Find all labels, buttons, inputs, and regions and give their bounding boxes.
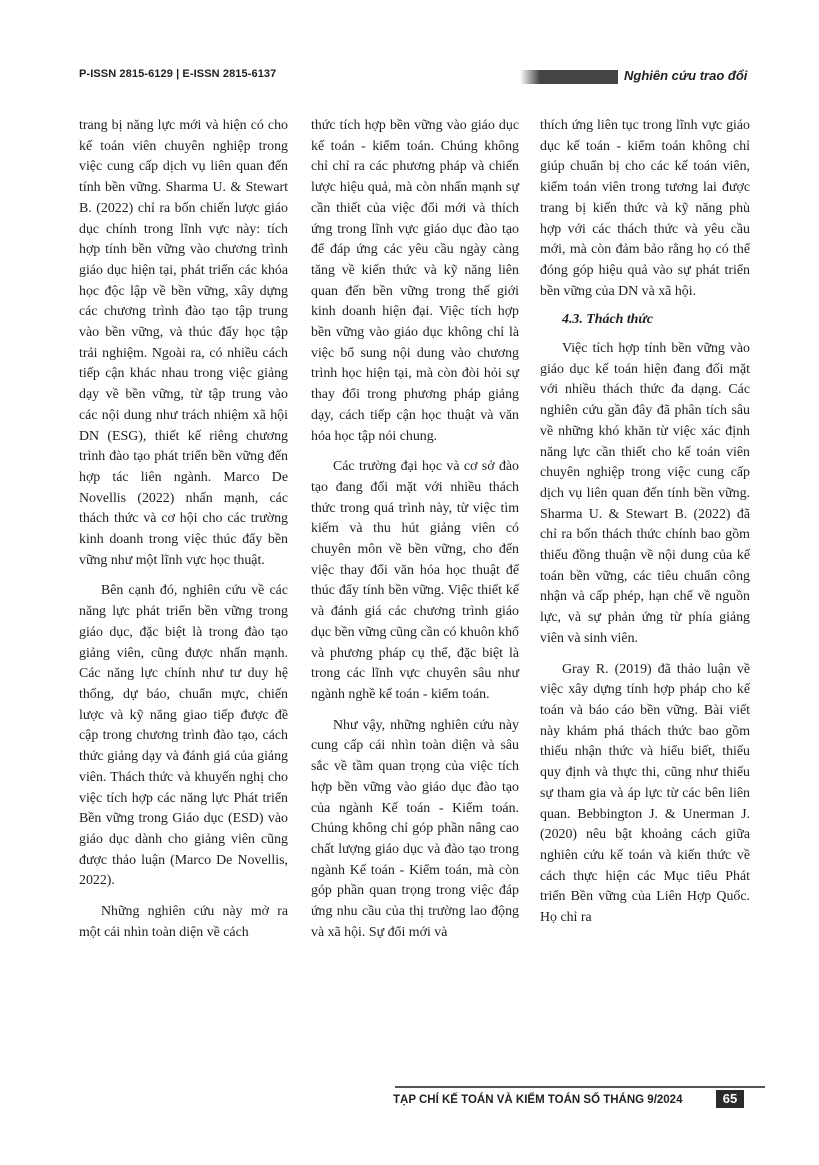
issn-label: P-ISSN 2815-6129 | E-ISSN 2815-6137 — [79, 68, 277, 80]
paragraph: thích ứng liên tục trong lĩnh vực giáo dục kế toán - kiểm toán không chỉ giúp chuẩn bị cho các kế toán viên, kiểm toán viên trong tương lai được trang bị kiến thức và kỹ năng phù hợp với các thách thức và yêu cầu mới, mà còn đảm bảo rằng họ có thể đóng góp hiệu quả vào sự phát triển bền vững của DN và xã hội. — [540, 118, 750, 299]
paragraph: Bên cạnh đó, nghiên cứu về các năng lực phát triển bền vững trong giáo dục, đặc biệt là trong đào tạo giảng viên, cũng được nhấn mạnh. Các năng lực chính như tư duy hệ thống, dự báo, chuẩn mực, chiến lược và kỹ năng giao tiếp được đề cập trong chương trình đào tạo, cách thức giảng dạy và đánh giá của giảng viên. Thách thức và khuyến nghị cho việc tích hợp các năng lực Phát triển Bền vững trong Giáo dục (ESD) vào giáo dục dành cho giảng viên cũng được thảo luận (Marco De Novellis, 2022). — [79, 583, 288, 889]
paragraph: Như vậy, những nghiên cứu này cung cấp cái nhìn toàn diện và sâu sắc về tầm quan trọng của việc tích hợp bền vững vào giáo dục đào tạo của ngành Kế toán - Kiểm toán. Chúng không chỉ góp phần nâng cao chất lượng giáo dục và đào tạo trong ngành Kế toán - Kiểm toán, mà còn góp phần quan trọng trong việc đáp ứng nhu cầu của thị trường lao động và xã hội. Sự đổi mới và — [311, 717, 519, 940]
column-2 — [311, 116, 519, 943]
header-bar — [540, 70, 618, 84]
column-3 — [540, 116, 750, 929]
footer-divider — [395, 1086, 765, 1088]
section-title: Nghiên cứu trao đổi — [624, 68, 748, 83]
paragraph: Các trường đại học và cơ sở đào tạo đang đối mặt với nhiều thách thức trong quá trình này, từ việc tìm kiếm và thu hút giảng viên có chuyên môn về bền vững, cho đến việc thay đổi văn hóa học thuật để thúc đẩy tính bền vững. Việc thiết kế và đánh giá các chương trình giáo dục bền vững cũng cần có khuôn khổ và phương pháp cụ thể, đặc biệt là trong các lĩnh vực chuyên sâu như ngành nghề kế toán - kiểm toán. — [311, 459, 519, 702]
section-heading: 4.3. Thách thức — [562, 312, 653, 328]
paragraph: Gray R. (2019) đã thảo luận về việc xây dựng tính hợp pháp cho kế toán và báo cáo bền vững. Bài viết này khám phá thách thức bao gồm thiếu nhận thức và hiểu biết, thiếu quy định và thực thi, cũng như thiếu sự tham gia và áp lực từ các bên liên quan. Bebbington J. & Unerman J. (2020) nêu bật khoảng cách giữa nghiên cứu kế toán và kiến thức về cách thực hiện các Mục tiêu Phát triển Bền vững của Liên Hợp Quốc. Họ chỉ ra — [540, 661, 750, 926]
paragraph: Những nghiên cứu này mở ra một cái nhìn toàn diện về cách — [79, 904, 288, 940]
paragraph: Việc tích hợp tính bền vững vào giáo dục kế toán hiện đang đối mặt với nhiều thách thức đa dạng. Các nghiên cứu gần đây đã phân tích sâu về những khó khăn từ việc xác định năng lực cần thiết cho kế toán viên chuyên nghiệp trong việc cung cấp dịch vụ liên quan đến tính bền vững. Sharma U. & Stewart B. (2022) đã chỉ ra bốn thách thức chính bao gồm thiếu đồng thuận về nội dung của kế toán bền vững, các tiêu chuẩn công nhận và cấp phép, hạn chế về nguồn lực, và sự phản ứng từ phía giảng viên và sinh viên. — [540, 341, 750, 646]
page-number: 65 — [716, 1090, 744, 1108]
paragraph: thức tích hợp bền vững vào giáo dục kế toán - kiểm toán. Chúng không chỉ chỉ ra các phương pháp và chiến lược hiệu quả, mà còn nhấn mạnh sự cần thiết của việc đổi mới và thích ứng trong lĩnh vực giáo dục đào tạo để đáp ứng các yêu cầu ngày càng tăng về kiến thức và kỹ năng liên quan đến bền vững trong thế giới kinh doanh hiện đại. Việc tích hợp bền vững vào giáo dục không chỉ là việc bổ sung nội dung vào chương trình học hiện tại, mà còn đòi hỏi sự thay đổi trong phương pháp giảng dạy, cách tiếp cận học thuật và văn hóa học tập nói chung. — [311, 118, 519, 444]
column-1 — [79, 116, 288, 943]
journal-footer: TẠP CHÍ KẾ TOÁN VÀ KIỂM TOÁN SỐ THÁNG 9/2024 — [393, 1094, 683, 1106]
header-bar-fade — [520, 70, 540, 84]
paragraph: trang bị năng lực mới và hiện có cho kế toán viên chuyên nghiệp trong việc cung cấp dịch vụ liên quan đến tính bền vững. Sharma U. & Stewart B. (2022) chỉ ra bốn chiến lược giáo dục chính trong lĩnh vực này: tích hợp tính bền vững vào chương trình giáo dục hiện tại, phát triển các khóa học độc lập về bền vững, xây dựng các chương trình đào tạo tập trung vào bền vững, và thúc đẩy học tập trải nghiệm. Ngoài ra, có nhiều cách tiếp cận khác nhau trong việc giảng dạy về bền vững, từ tập trung vào các nội dung như trách nhiệm xã hội DN (ESG), thiết kế riêng chương trình đào tạo phát triển bền vững đến hợp tác liên ngành. Marco De Novellis (2022) nhấn mạnh, các thách thức và cơ hội cho các trường kinh doanh trong việc thúc đẩy bền vững như một lĩnh vực học thuật. — [79, 118, 288, 568]
